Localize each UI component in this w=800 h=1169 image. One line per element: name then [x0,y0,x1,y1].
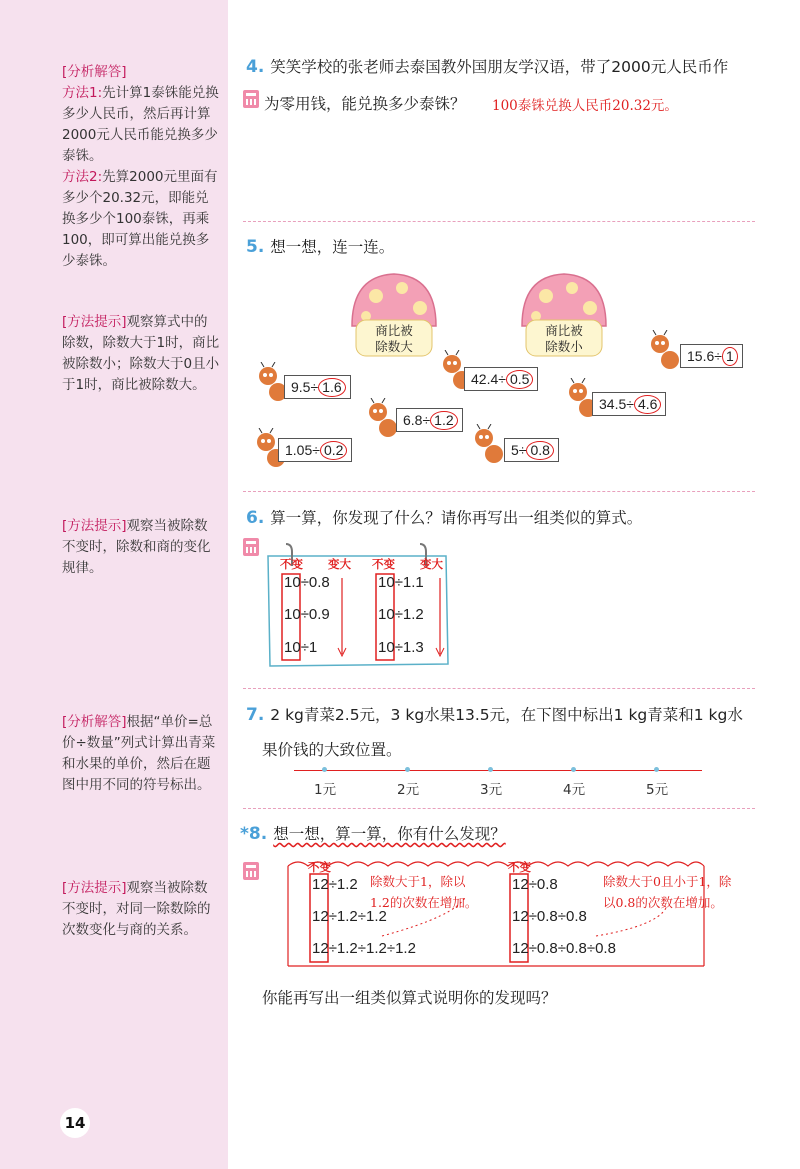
price-number-line [294,770,702,771]
q8-equation: 12÷1.2÷1.2÷1.2 [312,940,416,957]
q8-equation: 12÷0.8 [512,876,558,893]
tick-label: 5元 [646,782,669,798]
bigger-label: 变大 [328,557,351,571]
ant-icon [648,330,682,372]
q6-title: 6. 算一算，你发现了什么？请你再写出一组类似的算式。 [246,508,643,528]
q8-note-right-1: 除数大于0且小于1，除 [603,874,732,889]
q6-equation: 10÷1.1 [378,574,424,591]
q6-equation: 10÷1 [284,639,318,656]
divider [243,808,755,809]
note-tip-q5: [方法提示]观察算式中的除数，除数大于1时，商比被除数小；除数大于0且小于1时，商比被除数大。 [62,314,220,393]
q8-equation: 12÷0.8÷0.8 [512,908,587,925]
note-label: [分析解答] [62,64,127,80]
tick-mark [488,767,493,772]
calculator-icon [243,862,259,880]
note-analysis-q7: [分析解答]根据“单价=总价÷数量”列式计算出青菜和水果的单价，然后在题图中用不同的符号标出。 [62,714,216,793]
calculator-icon [243,538,259,556]
page-number: 14 [60,1108,90,1138]
unchanged-label: 不变 [508,860,531,874]
ant-icon [366,398,400,440]
q6-equation: 10÷0.8 [284,574,330,591]
divider [243,221,755,222]
q8-note-right-2: 以0.8的次数在增加。 [603,895,723,910]
q8-equation: 12÷1.2 [312,876,358,893]
mushroom-label: 除数大 [375,339,413,354]
q7-line2: 果价钱的大致位置。 [262,741,402,759]
mushroom-label: 商比被 [545,323,583,338]
tick-mark [654,767,659,772]
q8-equation: 12÷1.2÷1.2 [312,908,387,925]
mushroom-label: 除数小 [545,339,583,354]
note-tip-q6: [方法提示]观察当被除数不变时，除数和商的变化规律。 [62,518,211,576]
calculator-icon [243,90,259,108]
unchanged-label: 不变 [372,557,395,571]
expression-box: 5÷ 0.8 [504,438,559,462]
q8-note-left-1: 除数大于1，除以 [370,874,466,889]
tick-label: 2元 [397,782,420,798]
divider [243,491,755,492]
mushroom-quotient-smaller [516,268,612,360]
note-analysis-q4: [分析解答] 方法1:先计算1泰铢能兑换多少人民币，然后再计算2000元人民币能兑换多少泰铢。 方法2:先算2000元里面有多少个20.32元，即能兑换多少个100泰铢，再乘100，即可算出能兑换多少泰铢。 [62,64,219,269]
ant-icon [472,424,506,466]
q7-line1: 7. 2 kg青菜2.5元，3 kg水果13.5元，在下图中标出1 kg青菜和1 kg水 [246,705,743,725]
note-tip-q8: [方法提示]观察当被除数不变时，对同一除数除的次数变化与商的关系。 [62,880,211,938]
q4-line1: 4. 笑笑学校的张老师去泰国教外国朋友学汉语，带了2000元人民币作 [246,57,729,77]
tick-label: 4元 [563,782,586,798]
q4-answer: 100泰铢兑换人民币20.32元。 [492,98,678,114]
mushroom-quotient-larger [346,268,442,360]
q8-ask: 你能再写出一组类似算式说明你的发现吗？ [262,989,557,1007]
expression-box: 6.8÷ 1.2 [396,408,463,432]
q6-equation: 10÷1.3 [378,639,424,656]
q8-note-left-2: 1.2的次数在增加。 [370,895,478,910]
tick-mark [571,767,576,772]
q5-title: 5. 想一想，连一连。 [246,237,395,257]
expression-box: 1.05÷ 0.2 [278,438,352,462]
q8-title: *8. 想一想，算一算，你有什么发现？ [240,824,506,844]
tick-mark [322,767,327,772]
tick-mark [405,767,410,772]
expression-box: 15.6÷ 1 [680,344,743,368]
q8-equation: 12÷0.8÷0.8÷0.8 [512,940,616,957]
q4-line2: 为零用钱，能兑换多少泰铢？ [264,95,466,113]
expression-box: 34.5÷ 4.6 [592,392,666,416]
expression-box: 9.5÷ 1.6 [284,375,351,399]
divider [243,688,755,689]
mushroom-label: 商比被 [375,323,413,338]
q6-equation: 10÷1.2 [378,606,424,623]
bigger-label: 变大 [420,557,443,571]
tick-label: 3元 [480,782,503,798]
unchanged-label: 不变 [308,860,331,874]
q6-equation: 10÷0.9 [284,606,330,623]
unchanged-label: 不变 [280,557,303,571]
tick-label: 1元 [314,782,337,798]
expression-box: 42.4÷ 0.5 [464,367,538,391]
